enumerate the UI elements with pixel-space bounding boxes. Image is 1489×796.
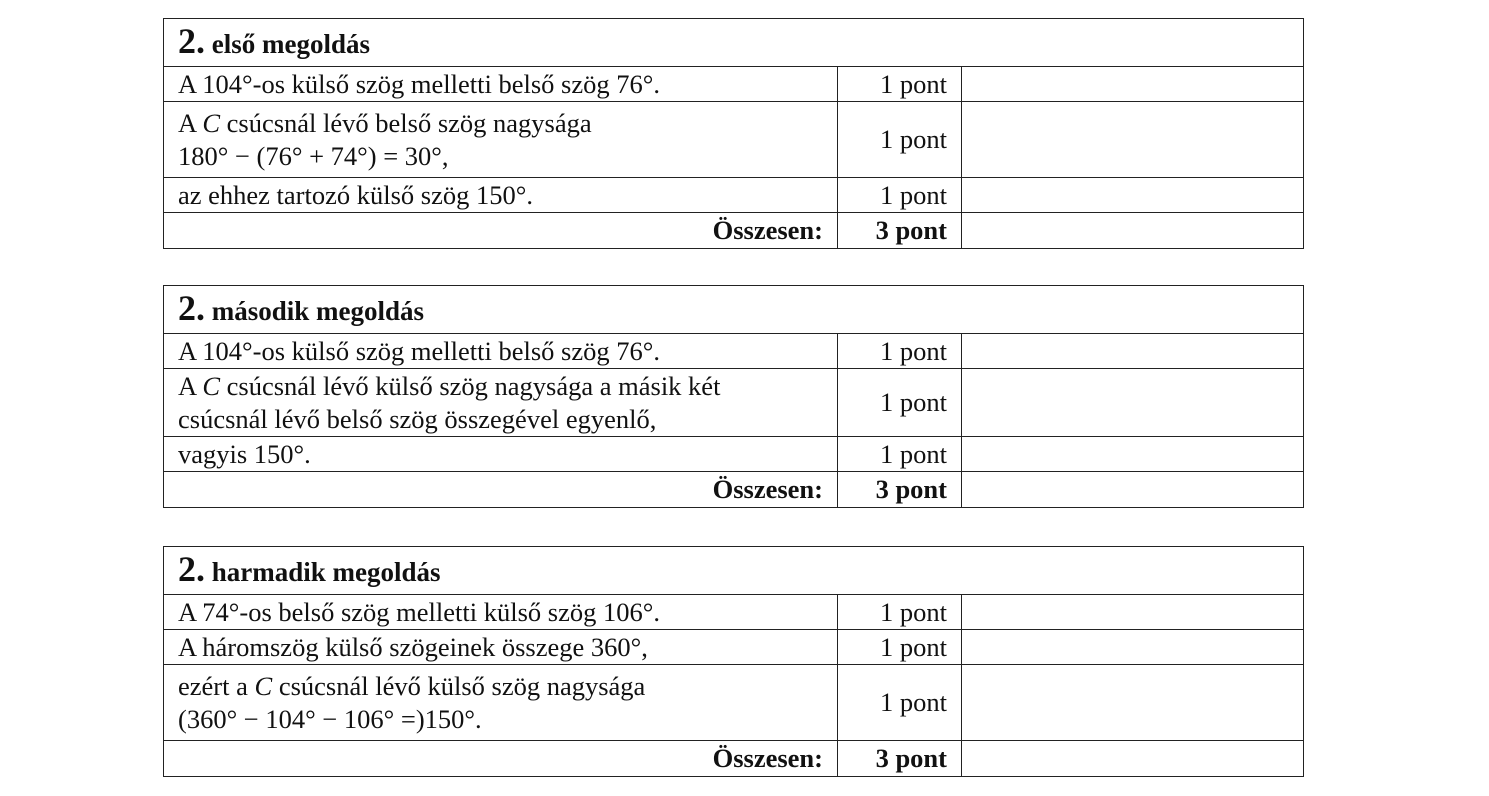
table-row	[164, 334, 1304, 369]
grader-cell	[962, 595, 1304, 630]
step-points: 1 pont	[838, 67, 962, 102]
step-text	[164, 630, 838, 665]
step-points: 1 pont	[838, 334, 962, 369]
step-points: 1 pont	[838, 102, 962, 178]
vertex-variable: C	[202, 370, 220, 401]
problem-number: 2.	[178, 20, 205, 61]
step-points: 1 pont	[838, 369, 962, 437]
total-row	[164, 213, 1304, 249]
table-row	[164, 67, 1304, 102]
grader-cell	[962, 437, 1304, 472]
table-row	[164, 437, 1304, 472]
table-row	[164, 369, 1304, 437]
grader-cell	[962, 334, 1304, 369]
grader-cell	[962, 472, 1304, 508]
grader-cell	[962, 178, 1304, 213]
problem-number: 2.	[178, 287, 205, 328]
step-text-part: A 104°-os külső szög melletti belső szög 76°.	[178, 68, 660, 99]
step-text-part: ezért a	[178, 670, 255, 701]
solution-title: első megoldás	[205, 28, 370, 59]
step-text-part: A háromszög külső szögeinek összege 360°,	[178, 631, 648, 662]
solution-table-1	[163, 18, 1304, 249]
table-row	[164, 102, 1304, 178]
step-text-part: A	[178, 107, 203, 138]
step-text	[164, 437, 838, 472]
grader-cell	[962, 213, 1304, 249]
grader-cell	[962, 369, 1304, 437]
step-text	[164, 102, 838, 178]
total-label: Összesen:	[164, 213, 838, 249]
step-text	[164, 595, 838, 630]
solution-table-2	[163, 285, 1304, 508]
total-points: 3 pont	[838, 472, 962, 508]
step-text-part: csúcsnál lévő belső szög nagysága	[220, 107, 592, 138]
grader-cell	[962, 630, 1304, 665]
total-label: Összesen:	[164, 472, 838, 508]
step-text-part: az ehhez tartozó külső szög 150°.	[178, 179, 533, 210]
problem-number: 2.	[178, 548, 205, 589]
step-text-part: vagyis 150°.	[178, 438, 311, 469]
step-text-part: csúcsnál lévő külső szög nagysága a másik két	[220, 370, 721, 401]
step-points: 1 pont	[838, 630, 962, 665]
step-text	[164, 665, 838, 741]
step-text	[164, 178, 838, 213]
vertex-variable: C	[254, 670, 273, 701]
total-points: 3 pont	[838, 213, 962, 249]
total-row	[164, 472, 1304, 508]
step-points: 1 pont	[838, 665, 962, 741]
step-text	[164, 67, 838, 102]
step-points: 1 pont	[838, 437, 962, 472]
grader-cell	[962, 741, 1304, 777]
step-text-part: csúcsnál lévő külső szög nagysága	[272, 670, 646, 701]
table-row	[164, 178, 1304, 213]
table-row	[164, 595, 1304, 630]
grader-cell	[962, 67, 1304, 102]
formula-line: (360° − 104° − 106° =)150°.	[178, 703, 482, 734]
step-text	[164, 334, 838, 369]
step-text-part: A 104°-os külső szög melletti belső szög 76°.	[178, 335, 660, 366]
table-header	[164, 286, 1304, 334]
table-row	[164, 665, 1304, 741]
total-row	[164, 741, 1304, 777]
grader-cell	[962, 102, 1304, 178]
step-text-part: A 74°-os belső szög melletti külső szög 106°.	[178, 596, 660, 627]
table-header	[164, 547, 1304, 595]
step-points: 1 pont	[838, 178, 962, 213]
total-points: 3 pont	[838, 741, 962, 777]
step-text	[164, 369, 838, 437]
total-label: Összesen:	[164, 741, 838, 777]
solution-title: második megoldás	[205, 295, 425, 326]
formula-line: 180° − (76° + 74°) = 30°,	[178, 140, 449, 171]
step-text-part: A	[178, 370, 203, 401]
step-text-line2: csúcsnál lévő belső szög összegével egyenlő,	[178, 403, 657, 434]
vertex-variable: C	[202, 107, 220, 138]
solution-title: harmadik megoldás	[205, 556, 441, 587]
grader-cell	[962, 665, 1304, 741]
step-points: 1 pont	[838, 595, 962, 630]
table-row	[164, 630, 1304, 665]
solution-table-3	[163, 546, 1304, 777]
table-header	[164, 19, 1304, 67]
